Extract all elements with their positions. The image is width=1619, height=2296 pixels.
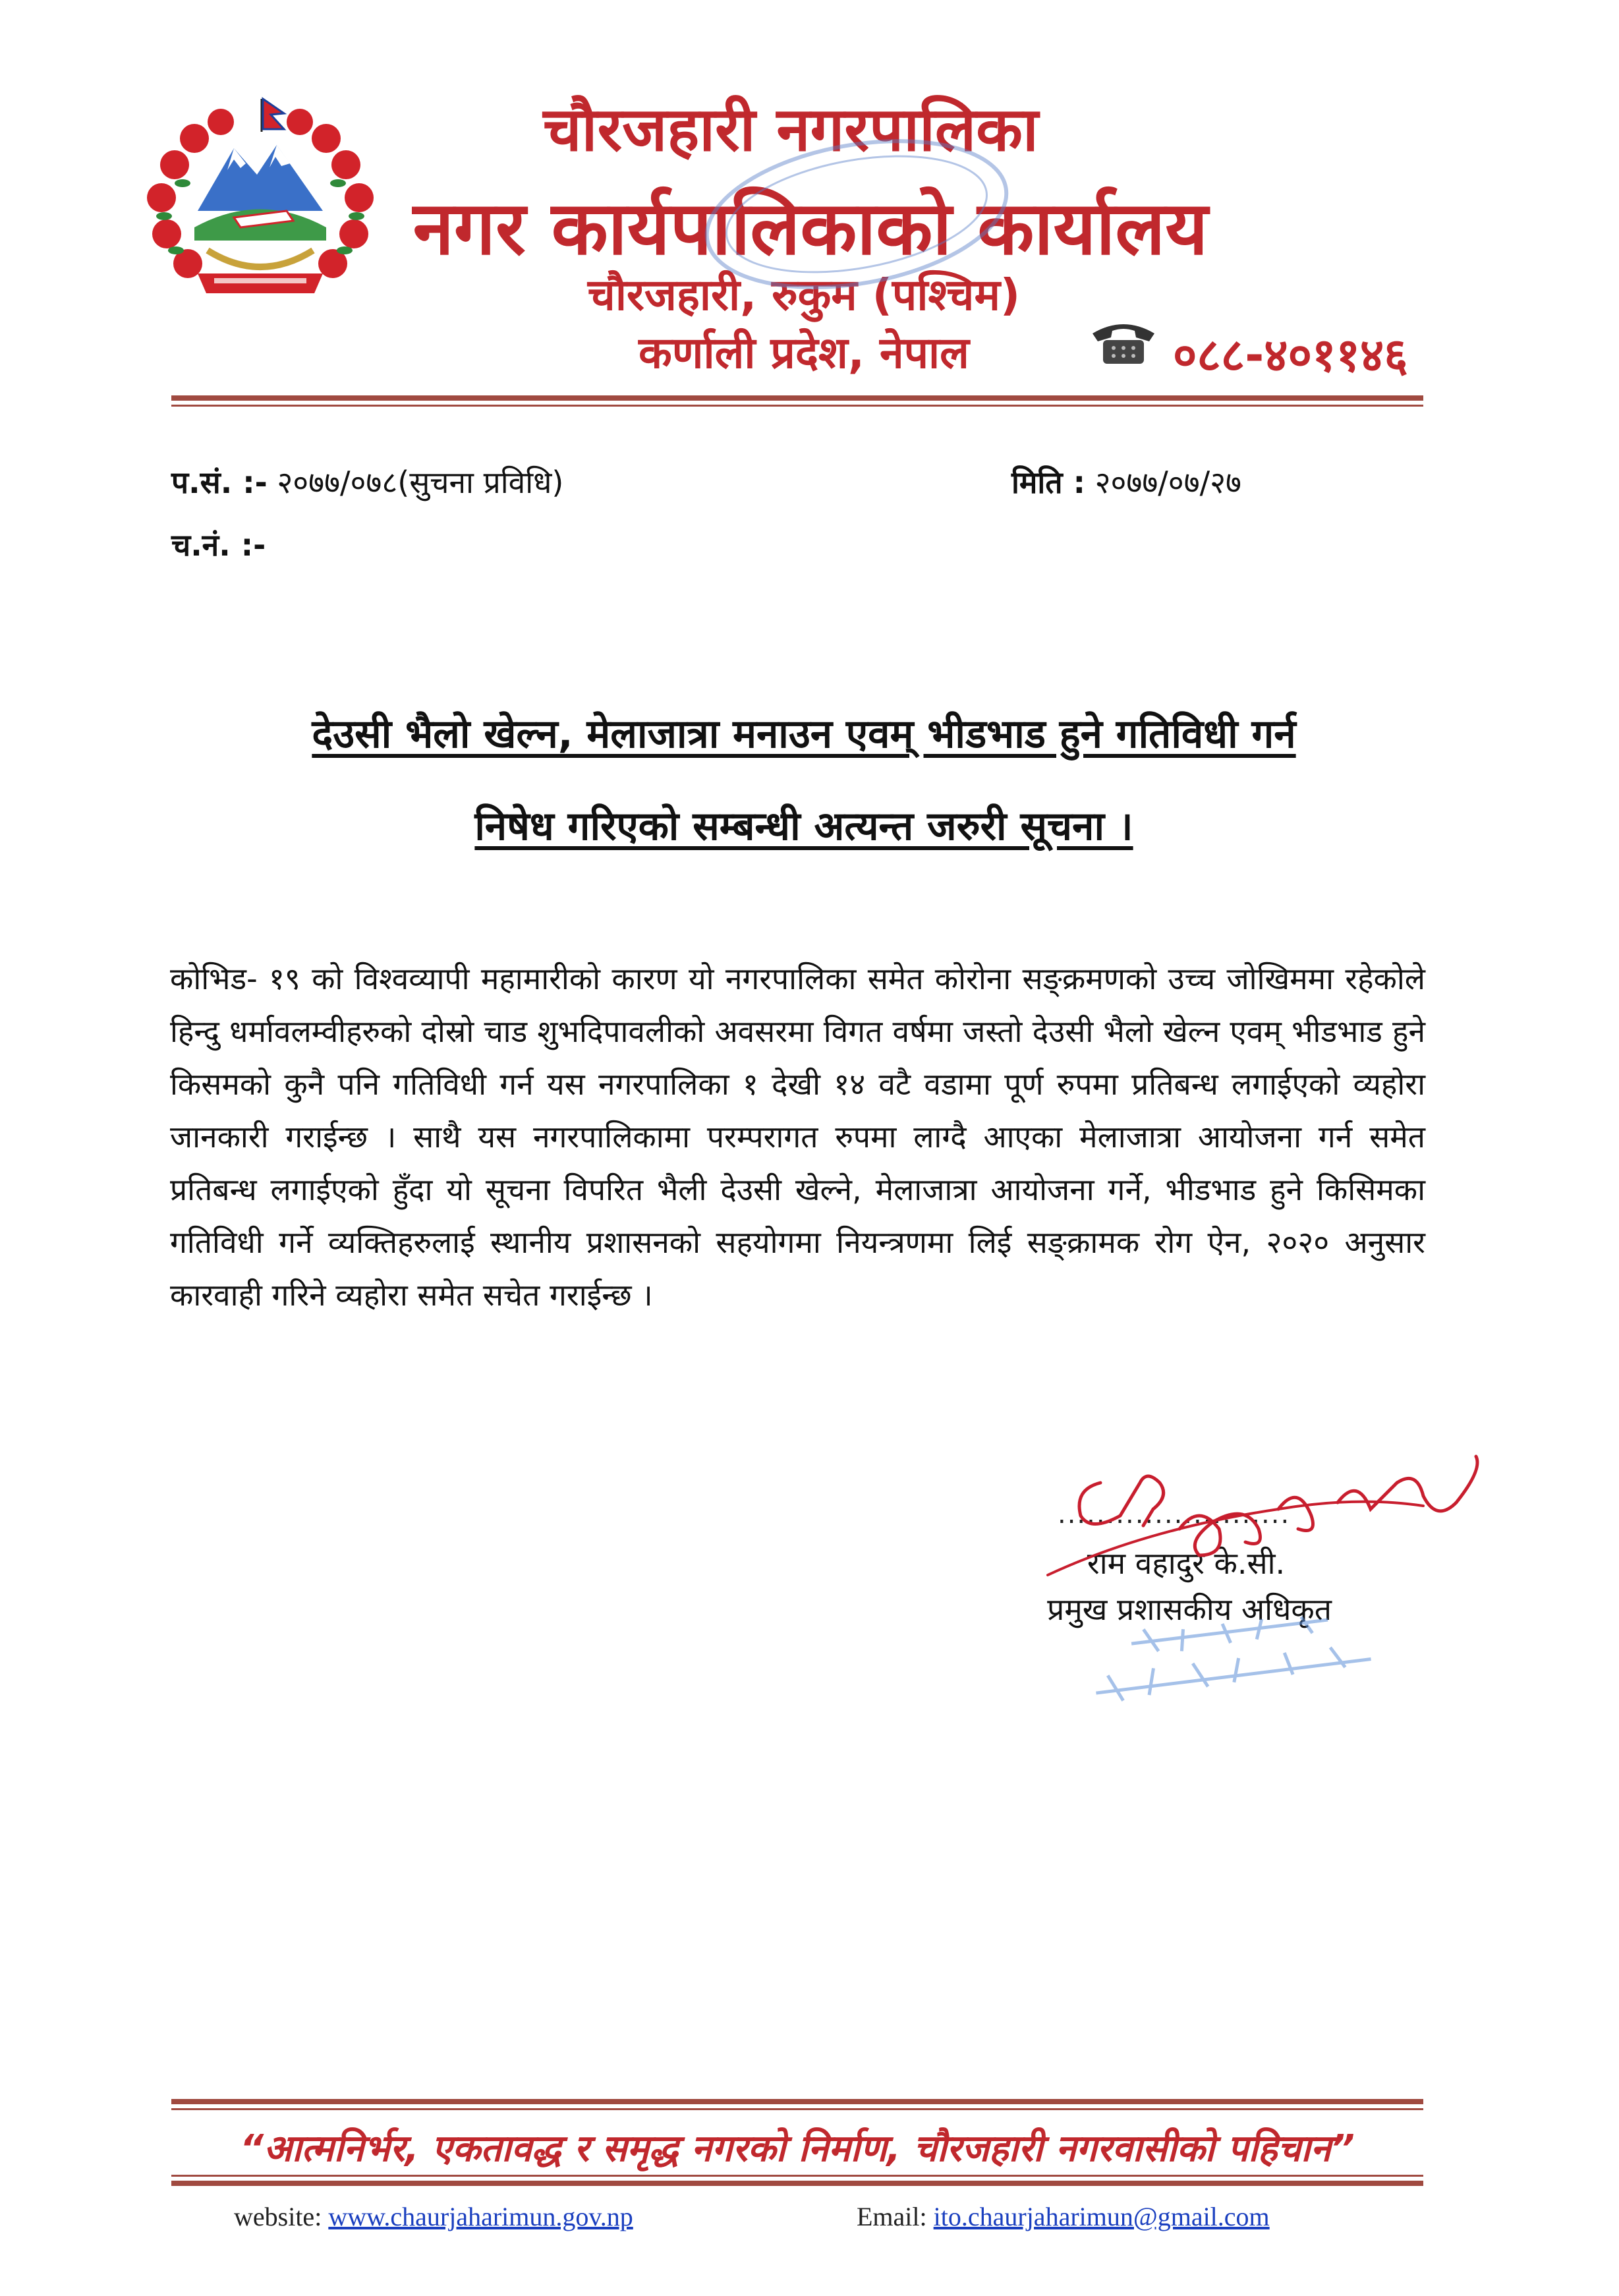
office-name: नगर कार्यपालिकाको कार्यालय <box>412 186 1208 272</box>
municipality-slogan: “आत्मनिर्भर, एकतावद्ध र समृद्ध नगरको निर्माण, चौरजहारी नगरवासीको पहिचान” <box>240 2127 1355 2170</box>
letter-date-label: मिति : <box>1011 465 1085 500</box>
telephone-icon <box>1087 315 1160 368</box>
email-link[interactable]: ito.chaurjaharimun@gmail.com <box>933 2202 1270 2231</box>
footer-divider-top-thin <box>171 2108 1423 2110</box>
footer-website <box>234 2201 633 2232</box>
letter-date <box>1011 461 1241 502</box>
footer-divider-bottom-thin <box>171 2175 1423 2177</box>
signature-line: ........................ <box>1058 1499 1291 1530</box>
signatory-title: प्रमुख प्रशासकीय अधिकृत <box>1047 1592 1332 1627</box>
office-address: चौरजहारी, रुकुम (पश्चिम) <box>587 270 1021 320</box>
signatory-rubber-stamp <box>1054 1608 1423 1713</box>
footer-divider-bottom <box>171 2181 1423 2186</box>
website-link[interactable]: www.chaurjaharimun.gov.np <box>328 2202 633 2231</box>
email-label: Email: <box>857 2202 927 2231</box>
footer-divider-top <box>171 2099 1423 2104</box>
letterhead-divider <box>171 395 1423 401</box>
office-province: कर्णाली प्रदेश, नेपाल <box>639 328 969 378</box>
subject-line-2: निषेध गरिएको सम्बन्धी अत्यन्त जरुरी सूचना । <box>474 803 1133 849</box>
patra-sankhya <box>171 461 563 502</box>
office-phone: ०८८-४०११४६ <box>1173 328 1408 382</box>
patra-sankhya-label: प.सं. :- <box>171 465 268 500</box>
footer-email <box>857 2201 1270 2232</box>
nepal-coat-of-arms-icon <box>135 86 385 310</box>
subject-line-1: देउसी भैलो खेल्न, मेलाजात्रा मनाउन एवम् भीडभाड हुने गतिविधी गर्न <box>312 711 1296 757</box>
chalani-number <box>171 524 266 565</box>
signatory-name: राम वहादुर के.सी. <box>1087 1545 1286 1581</box>
patra-sankhya-value: २०७७/०७८(सुचना प्रविधि) <box>277 465 564 500</box>
notice-body: कोभिड- १९ को विश्वव्यापी महामारीको कारण यो नगरपालिका समेत कोरोना सङ्क्रमणको उच्च जोखिममा रहेकोले हिन्दु धर्मावलम्वीहरुको दोस्रो चाड शुभदिपावलीको अवसरमा विगत वर्षमा जस्तो देउसी भैलो खेल्न एवम् भीडभाड हुने किसमको कुनै पनि गतिविधी गर्न यस नगरपालिका १ देखी १४ वटै वडामा पूर्ण रुपमा प्रतिबन्ध लगाईएको व्यहोरा जानकारी गराईन्छ । साथै यस नगरपालिकामा परम्परागत रुपमा लाग्दै आएका मेलाजात्रा आयोजना गर्न समेत प्रतिबन्ध लगाईएको हुँदा यो सूचना विपरित भैली देउसी खेल्ने, मेलाजात्रा आयोजना गर्ने, भीडभाड हुने किसिमका गतिविधी गर्ने व्यक्तिहरुलाई स्थानीय प्रशासनको सहयोगमा नियन्त्रणमा लिई सङ्क्रामक रोग ऐन, २०२० अनुसार कारवाही गरिने व्यहोरा समेत सचेत गराईन्छ । <box>170 961 1425 1313</box>
letterhead-divider-thin <box>171 405 1423 407</box>
office-stamp <box>692 132 1021 297</box>
municipality-name: चौरजहारी नगरपालिका <box>543 94 1038 165</box>
chalani-number-label: च.नं. :- <box>171 527 266 563</box>
website-label: website: <box>234 2202 322 2231</box>
letter-date-value: २०७७/०७/२७ <box>1094 465 1241 500</box>
